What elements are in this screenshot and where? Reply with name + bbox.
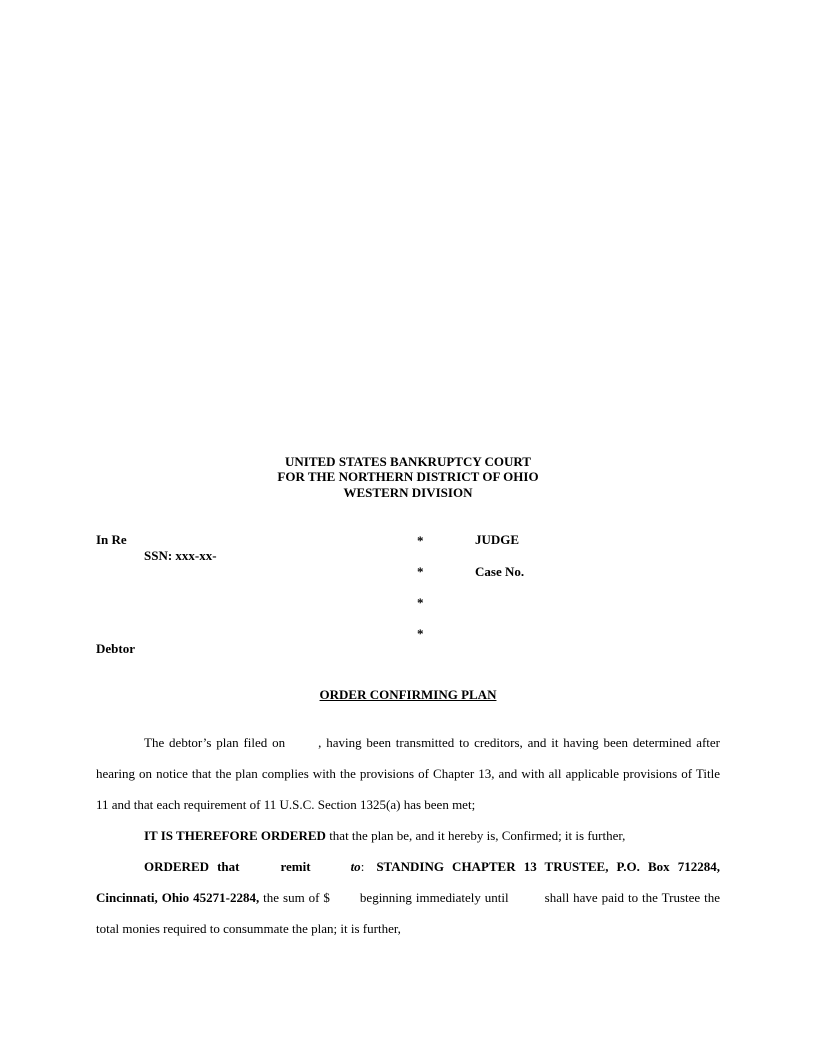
- document-title: ORDER CONFIRMING PLAN: [319, 687, 497, 702]
- judge-label: JUDGE: [475, 532, 520, 547]
- to-text: to: [350, 859, 361, 874]
- plan-determination-text: , having been transmitted to creditors, and it having been determined after hearing on notice that the plan complies with the provisions of Chapter 13, and with all applicable provisions of Title 11 and that each requirement of 11 U.S.C. Section 1325(a) has been met;: [96, 735, 721, 812]
- court-district: FOR THE NORTHERN DISTRICT OF OHIO: [277, 469, 539, 484]
- confirmed-text: that the plan be, and it hereby is, Confirmed; it is further,: [325, 828, 626, 843]
- caption-star-4: *: [417, 626, 424, 641]
- plan-filed-text: The debtor’s plan filed on: [144, 735, 286, 750]
- paragraph-confirmed: [96, 820, 720, 851]
- paid-trustee-text: shall have paid to the Trustee the total monies required to consummate the plan; it is further,: [96, 890, 721, 936]
- therefore-ordered-text: IT IS THEREFORE ORDERED: [144, 828, 326, 843]
- case-no-label: Case No.: [475, 564, 525, 579]
- in-re-label: In Re: [96, 532, 127, 547]
- caption-star-3: *: [417, 595, 424, 610]
- caption-star-2: *: [417, 564, 424, 579]
- beginning-text: beginning immediately until: [359, 890, 509, 905]
- ordered-that-text: ORDERED that: [144, 859, 240, 874]
- paragraph-remit: [96, 851, 720, 944]
- remit-text: remit: [280, 859, 311, 874]
- caption-star-1: *: [417, 533, 424, 548]
- court-name: UNITED STATES BANKRUPTCY COURT: [285, 454, 531, 469]
- sum-text: the sum of $: [259, 890, 330, 905]
- paragraph-plan-filed: [96, 727, 720, 820]
- trustee-address-text: STANDING CHAPTER 13 TRUSTEE, P.O. Box 712284, Cincinnati, Ohio 45271-2284,: [96, 859, 720, 905]
- debtor-label: Debtor: [96, 641, 135, 656]
- court-division: WESTERN DIVISION: [343, 485, 473, 500]
- to-colon: :: [360, 859, 365, 874]
- ssn-label: SSN: xxx-xx-: [144, 548, 217, 563]
